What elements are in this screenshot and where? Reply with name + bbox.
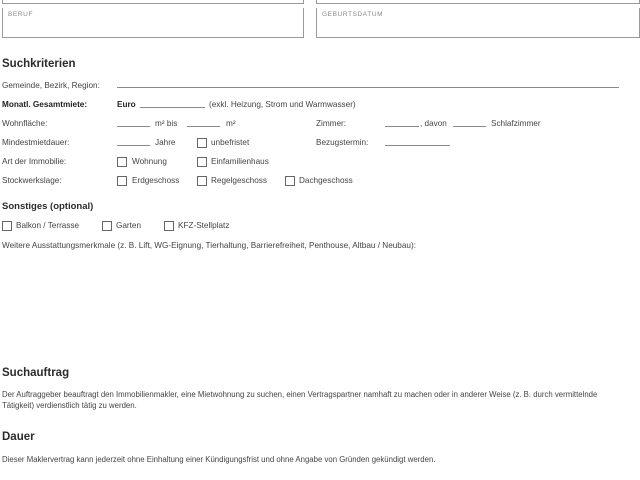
suchauftrag-heading: Suchauftrag <box>2 367 70 379</box>
wohnflaeche-from-input[interactable] <box>117 126 150 127</box>
wohnung-label: Wohnung <box>132 157 167 166</box>
dauer-text: Dieser Maklervertrag kann jederzeit ohne Einhaltung einer Kündigungsfrist und ohne Angabe von Gründen gekündigt werden. <box>2 455 436 464</box>
weitere-textarea[interactable] <box>2 256 622 356</box>
regelgeschoss-label: Regelgeschoss <box>211 176 267 185</box>
miete-note: (exkl. Heizung, Strom und Warmwasser) <box>209 100 356 109</box>
gemeinde-label: Gemeinde, Bezirk, Region: <box>2 81 100 90</box>
balkon-label: Balkon / Terrasse <box>16 221 80 230</box>
unbefristet-label: unbefristet <box>211 138 250 147</box>
wohnflaeche-to-input[interactable] <box>187 126 220 127</box>
garten-checkbox[interactable] <box>102 221 112 231</box>
einfamilienhaus-label: Einfamilienhaus <box>211 157 269 166</box>
sonstiges-heading: Sonstiges (optional) <box>2 201 94 212</box>
bezugstermin-input[interactable] <box>385 145 450 146</box>
mindestmietdauer-input[interactable] <box>117 145 150 146</box>
kfz-label: KFZ-Stellplatz <box>178 221 230 230</box>
miete-input[interactable] <box>140 107 205 108</box>
zimmer-input[interactable] <box>385 126 419 127</box>
garten-label: Garten <box>116 221 142 230</box>
mindestmietdauer-label: Mindestmietdauer: <box>2 138 70 147</box>
regelgeschoss-checkbox[interactable] <box>197 176 207 186</box>
dachgeschoss-checkbox[interactable] <box>285 176 295 186</box>
immobilie-label: Art der Immobilie: <box>2 157 67 166</box>
miete-label: Monatl. Gesamtmiete: <box>2 100 88 109</box>
m2-label: m² <box>226 119 236 128</box>
suchauftrag-text: Der Auftraggeber beauftragt den Immobilienmakler, eine Mietwohnung zu suchen, einen Vertragspartner namhaft zu machen oder in anderer Weise (z. B. durch vermittelnde Tätigkeit) verdienstlich tätig zu werden. <box>2 390 598 410</box>
miete-currency: Euro <box>117 100 136 109</box>
stockwerk-label: Stockwerkslage: <box>2 176 62 185</box>
balkon-checkbox[interactable] <box>2 221 12 231</box>
dauer-heading: Dauer <box>2 431 35 443</box>
kfz-checkbox[interactable] <box>164 221 174 231</box>
davon-label: , davon <box>420 119 447 128</box>
beruf-label: BERUF <box>8 11 34 18</box>
schlafzimmer-label: Schlafzimmer <box>491 119 541 128</box>
wohnung-checkbox[interactable] <box>117 157 127 167</box>
top-field-right-cut[interactable] <box>316 0 640 4</box>
top-field-left-cut[interactable] <box>2 0 304 4</box>
erdgeschoss-checkbox[interactable] <box>117 176 127 186</box>
suchkriterien-heading: Suchkriterien <box>2 58 76 70</box>
erdgeschoss-label: Erdgeschoss <box>132 176 180 185</box>
bezugstermin-label: Bezugstermin: <box>316 138 369 147</box>
wohnflaeche-label: Wohnfläche: <box>2 119 48 128</box>
beruf-field[interactable] <box>2 8 304 38</box>
unbefristet-checkbox[interactable] <box>197 138 207 148</box>
einfamilienhaus-checkbox[interactable] <box>197 157 207 167</box>
zimmer-label: Zimmer: <box>316 119 347 128</box>
weitere-label: Weitere Ausstattungsmerkmale (z. B. Lift, WG-Eignung, Tierhaltung, Barrierefreiheit, Penthouse, Altbau / Neubau): <box>2 241 416 250</box>
dachgeschoss-label: Dachgeschoss <box>299 176 353 185</box>
m2-bis-label: m² bis <box>155 119 178 128</box>
gemeinde-input[interactable] <box>117 87 619 88</box>
jahre-label: Jahre <box>155 138 176 147</box>
geburtsdatum-label: GEBURTSDATUM <box>322 11 384 18</box>
schlafzimmer-input[interactable] <box>453 126 486 127</box>
